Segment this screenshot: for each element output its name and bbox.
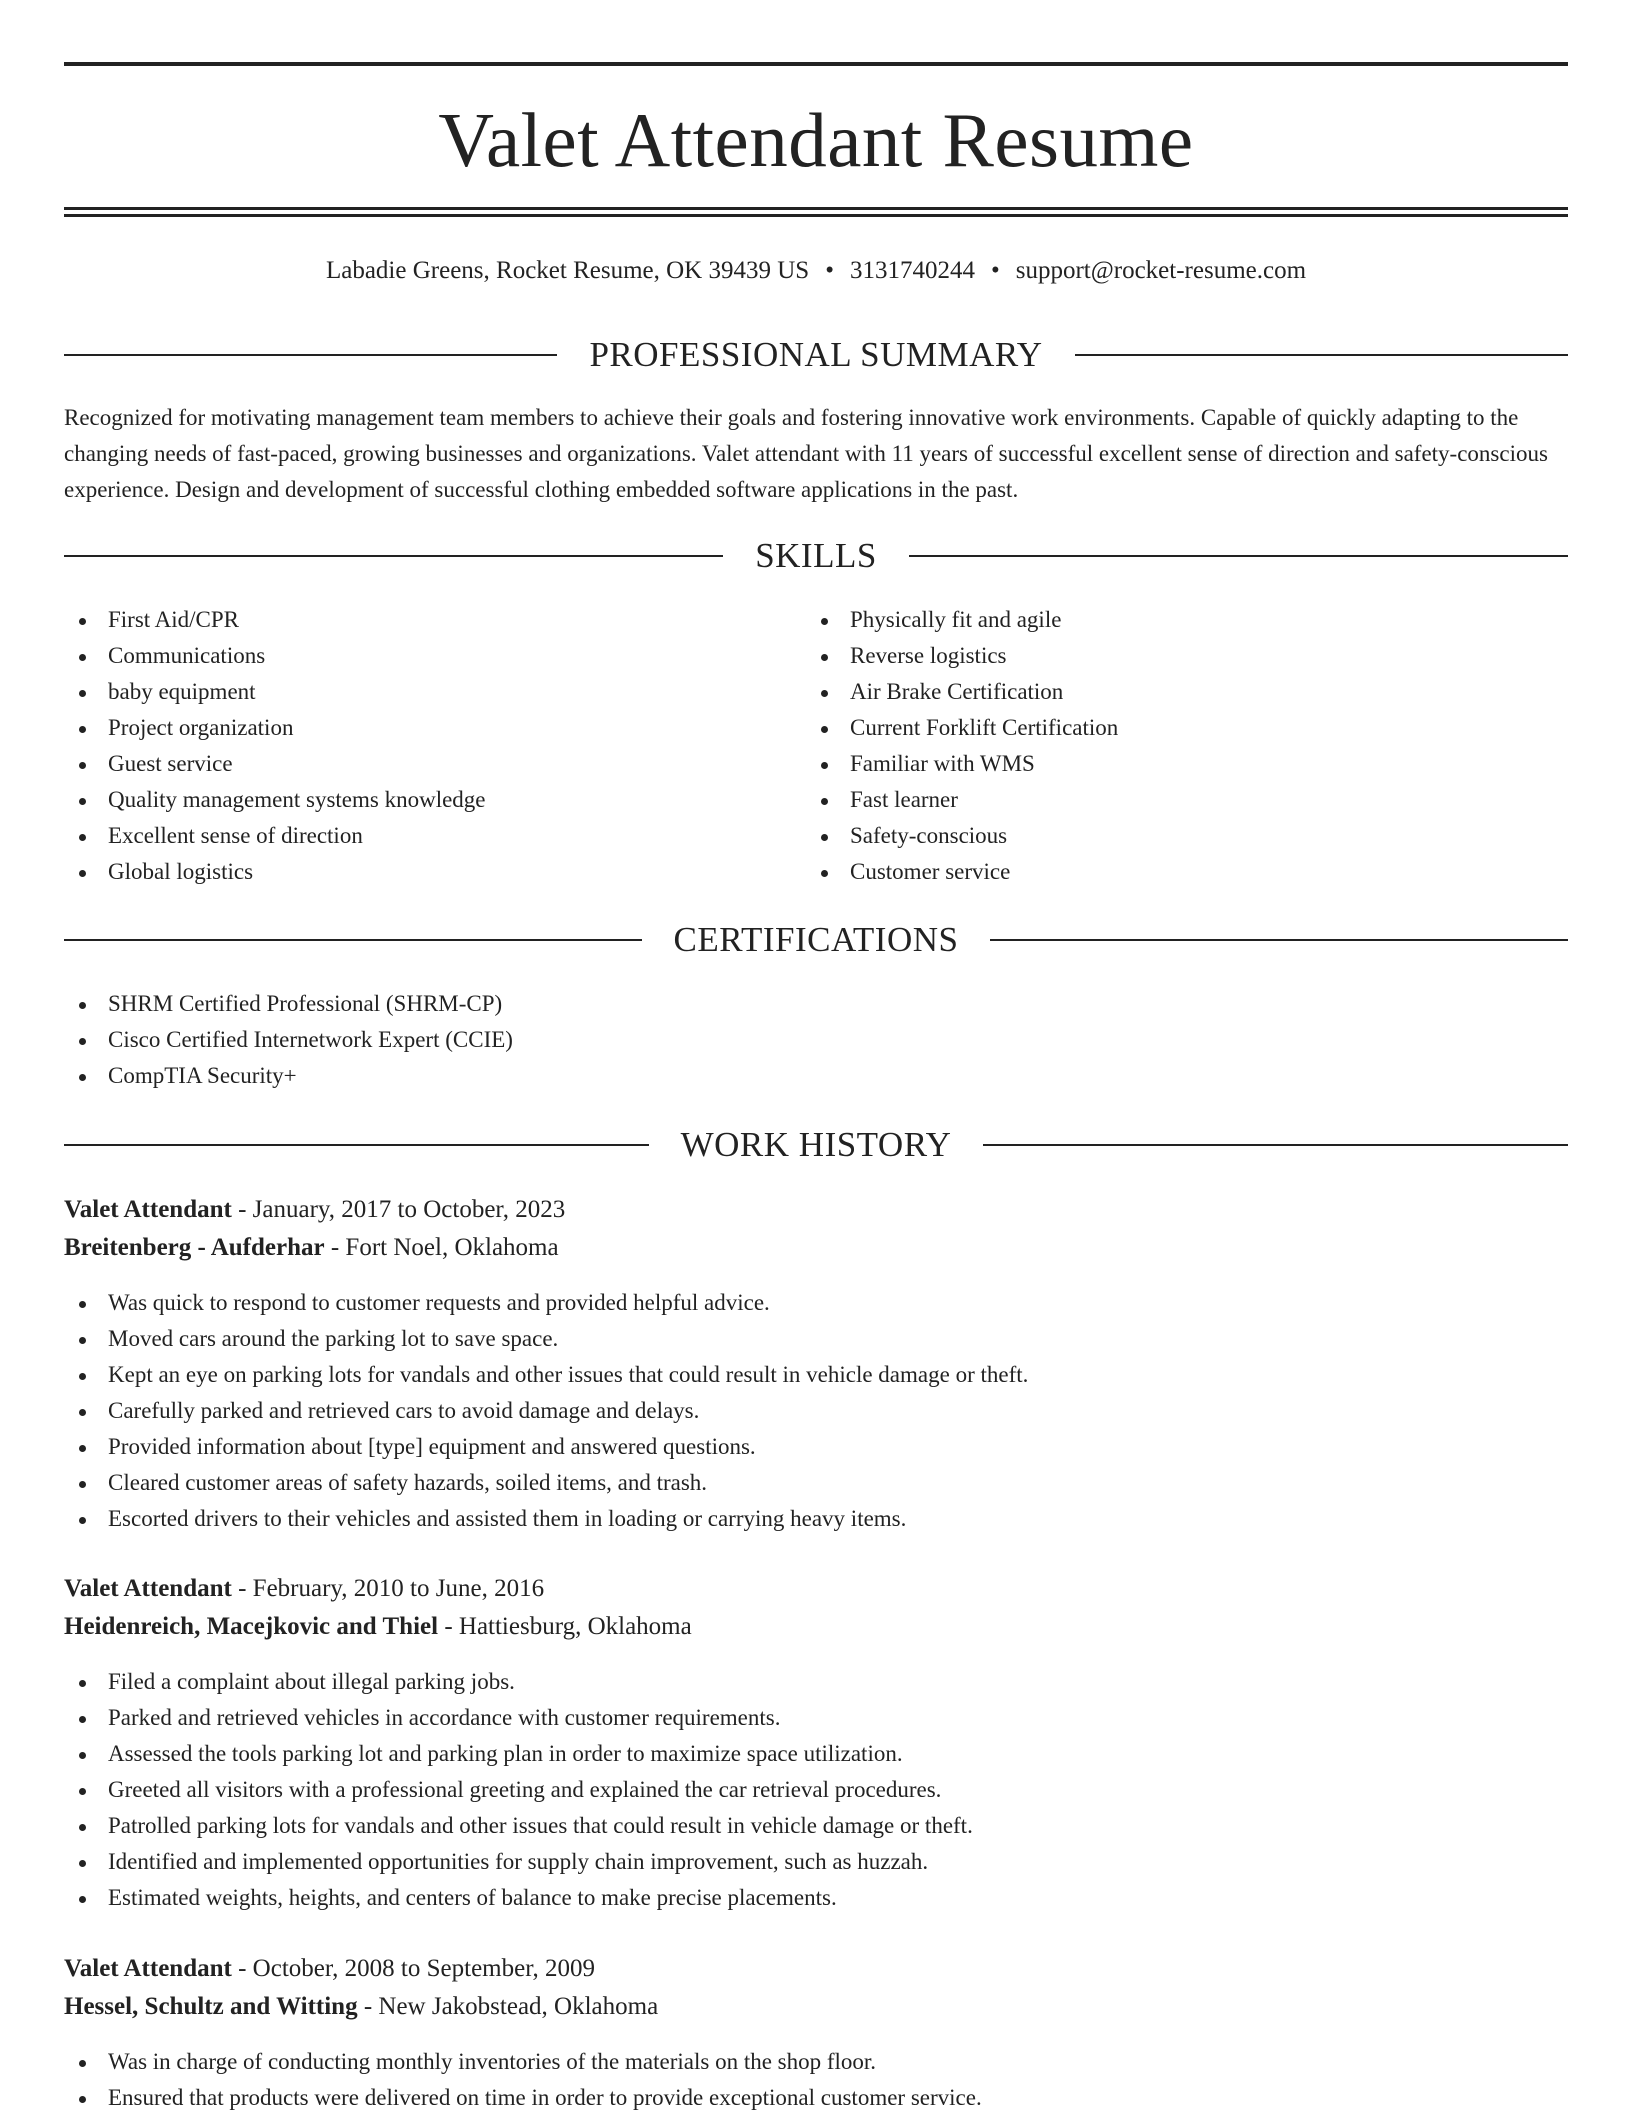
job-duty-item: Moved cars around the parking lot to save space.: [64, 1321, 1568, 1357]
job-title: Valet Attendant: [64, 1575, 232, 1602]
job-duties-list: [64, 2044, 1568, 2112]
job-location: - New Jakobstead, Oklahoma: [357, 1993, 659, 2020]
job-duty-item: Provided information about [type] equipment and answered questions.: [64, 1429, 1568, 1465]
job-dates: - January, 2017 to October, 2023: [231, 1196, 566, 1223]
job-dates: - October, 2008 to September, 2009: [231, 1955, 596, 1982]
contact-email: support@rocket-resume.com: [1015, 257, 1307, 284]
skill-item: Safety-conscious: [806, 818, 1506, 854]
job-location: - Hattiesburg, Oklahoma: [438, 1613, 692, 1640]
job-duty-item: Greeted all visitors with a professional greeting and explained the car retrieval procedures.: [64, 1772, 1568, 1808]
skill-item: Current Forklift Certification: [806, 710, 1506, 746]
contact-separator: •: [990, 257, 1000, 284]
section-title-skills: SKILLS: [755, 536, 877, 575]
job-title: Valet Attendant: [64, 1955, 232, 1982]
job-duties-list: [64, 1664, 1568, 1916]
skill-item: Fast learner: [806, 782, 1506, 818]
certification-item: CompTIA Security+: [64, 1058, 1568, 1094]
job-duty-item: Was in charge of conducting monthly inventories of the materials on the shop floor.: [64, 2044, 1568, 2080]
contact-phone: 3131740244: [849, 257, 975, 284]
section-header-summary: [64, 334, 1568, 376]
skill-item: baby equipment: [64, 674, 764, 710]
skill-item: Customer service: [806, 854, 1506, 890]
section-header-work-history: [64, 1124, 1568, 1166]
job-duties-list: [64, 1285, 1568, 1537]
job-duties: [64, 2044, 1568, 2112]
section-rule: [909, 555, 1568, 557]
job-location: - Fort Noel, Oklahoma: [324, 1234, 559, 1261]
job-title: Valet Attendant: [64, 1196, 232, 1223]
skill-item: Air Brake Certification: [806, 674, 1506, 710]
resume-title: Valet Attendant Resume: [438, 97, 1194, 183]
section-rule: [64, 354, 557, 356]
skill-item: Project organization: [64, 710, 764, 746]
job-duties: [64, 1285, 1568, 1537]
section-title-summary: PROFESSIONAL SUMMARY: [589, 335, 1043, 374]
skills-list-left: [64, 602, 764, 890]
section-rule: [1075, 354, 1568, 356]
section-rule: [64, 555, 723, 557]
skills-list-right: [806, 602, 1506, 890]
section-title-certifications: CERTIFICATIONS: [673, 920, 959, 959]
job-duty-item: Identified and implemented opportunities for supply chain improvement, such as huzzah.: [64, 1844, 1568, 1880]
job-title-line: [64, 1191, 565, 1229]
skill-item: Quality management systems knowledge: [64, 782, 764, 818]
skills-column-left: [64, 602, 764, 890]
contact-separator: •: [825, 257, 834, 284]
job-duty-item: Ensured that products were delivered on time in order to provide exceptional customer service.: [64, 2080, 1568, 2112]
job-company: Hessel, Schultz and Witting: [64, 1993, 358, 2020]
job-duty-item: Kept an eye on parking lots for vandals and other issues that could result in vehicle damage or theft.: [64, 1357, 1568, 1393]
job-duty-item: Was quick to respond to customer requests and provided helpful advice.: [64, 1285, 1568, 1321]
certification-item: Cisco Certified Internetwork Expert (CCIE): [64, 1022, 1568, 1058]
skill-item: Reverse logistics: [806, 638, 1506, 674]
job-duty-item: Assessed the tools parking lot and parking plan in order to maximize space utilization.: [64, 1736, 1568, 1772]
summary-paragraph: Recognized for motivating management team members to achieve their goals and fostering innovative work environments. Capable of quickly adapting to the changing needs of fast-paced, growing businesses and organizations. Valet attendant with 11 years of successful excellent sense of direction and safety-conscious experience. Design and development of successful clothing embedded software applications in the past.: [64, 405, 1548, 502]
skill-item: Global logistics: [64, 854, 764, 890]
title-double-rule: [64, 207, 1568, 217]
contact-line: [64, 255, 1568, 287]
skill-item: Physically fit and agile: [806, 602, 1506, 638]
section-rule: [983, 1144, 1568, 1146]
certifications-list: [64, 986, 1568, 1094]
skills-column-right: [806, 602, 1506, 890]
job-title-line: [64, 1570, 544, 1608]
job-duty-item: Patrolled parking lots for vandals and other issues that could result in vehicle damage or theft.: [64, 1808, 1568, 1844]
section-header-certifications: [64, 919, 1568, 961]
section-rule: [64, 1144, 649, 1146]
skill-item: Communications: [64, 638, 764, 674]
section-title-work-history: WORK HISTORY: [680, 1125, 952, 1164]
job-duty-item: Cleared customer areas of safety hazards, soiled items, and trash.: [64, 1465, 1568, 1501]
contact-address: Labadie Greens, Rocket Resume, OK 39439 US: [325, 257, 810, 284]
job-company-line: [64, 1988, 658, 2026]
skill-item: Excellent sense of direction: [64, 818, 764, 854]
top-rule: [64, 62, 1568, 66]
job-duty-item: Estimated weights, heights, and centers of balance to make precise placements.: [64, 1880, 1568, 1916]
section-header-skills: [64, 535, 1568, 577]
job-duty-item: Filed a complaint about illegal parking jobs.: [64, 1664, 1568, 1700]
skill-item: Familiar with WMS: [806, 746, 1506, 782]
skill-item: Guest service: [64, 746, 764, 782]
job-title-line: [64, 1950, 595, 1988]
section-rule: [990, 939, 1568, 941]
certifications-block: [64, 986, 1568, 1094]
job-duty-item: Parked and retrieved vehicles in accordance with customer requirements.: [64, 1700, 1568, 1736]
section-rule: [64, 939, 642, 941]
job-company: Heidenreich, Macejkovic and Thiel: [64, 1613, 439, 1640]
job-duty-item: Carefully parked and retrieved cars to avoid damage and delays.: [64, 1393, 1568, 1429]
job-company-line: [64, 1229, 559, 1267]
certification-item: SHRM Certified Professional (SHRM-CP): [64, 986, 1568, 1022]
job-duties: [64, 1664, 1568, 1916]
job-dates: - February, 2010 to June, 2016: [231, 1575, 545, 1602]
job-company: Breitenberg - Aufderhar: [64, 1234, 325, 1261]
job-duty-item: Escorted drivers to their vehicles and assisted them in loading or carrying heavy items.: [64, 1501, 1568, 1537]
skill-item: First Aid/CPR: [64, 602, 764, 638]
job-company-line: [64, 1608, 692, 1646]
